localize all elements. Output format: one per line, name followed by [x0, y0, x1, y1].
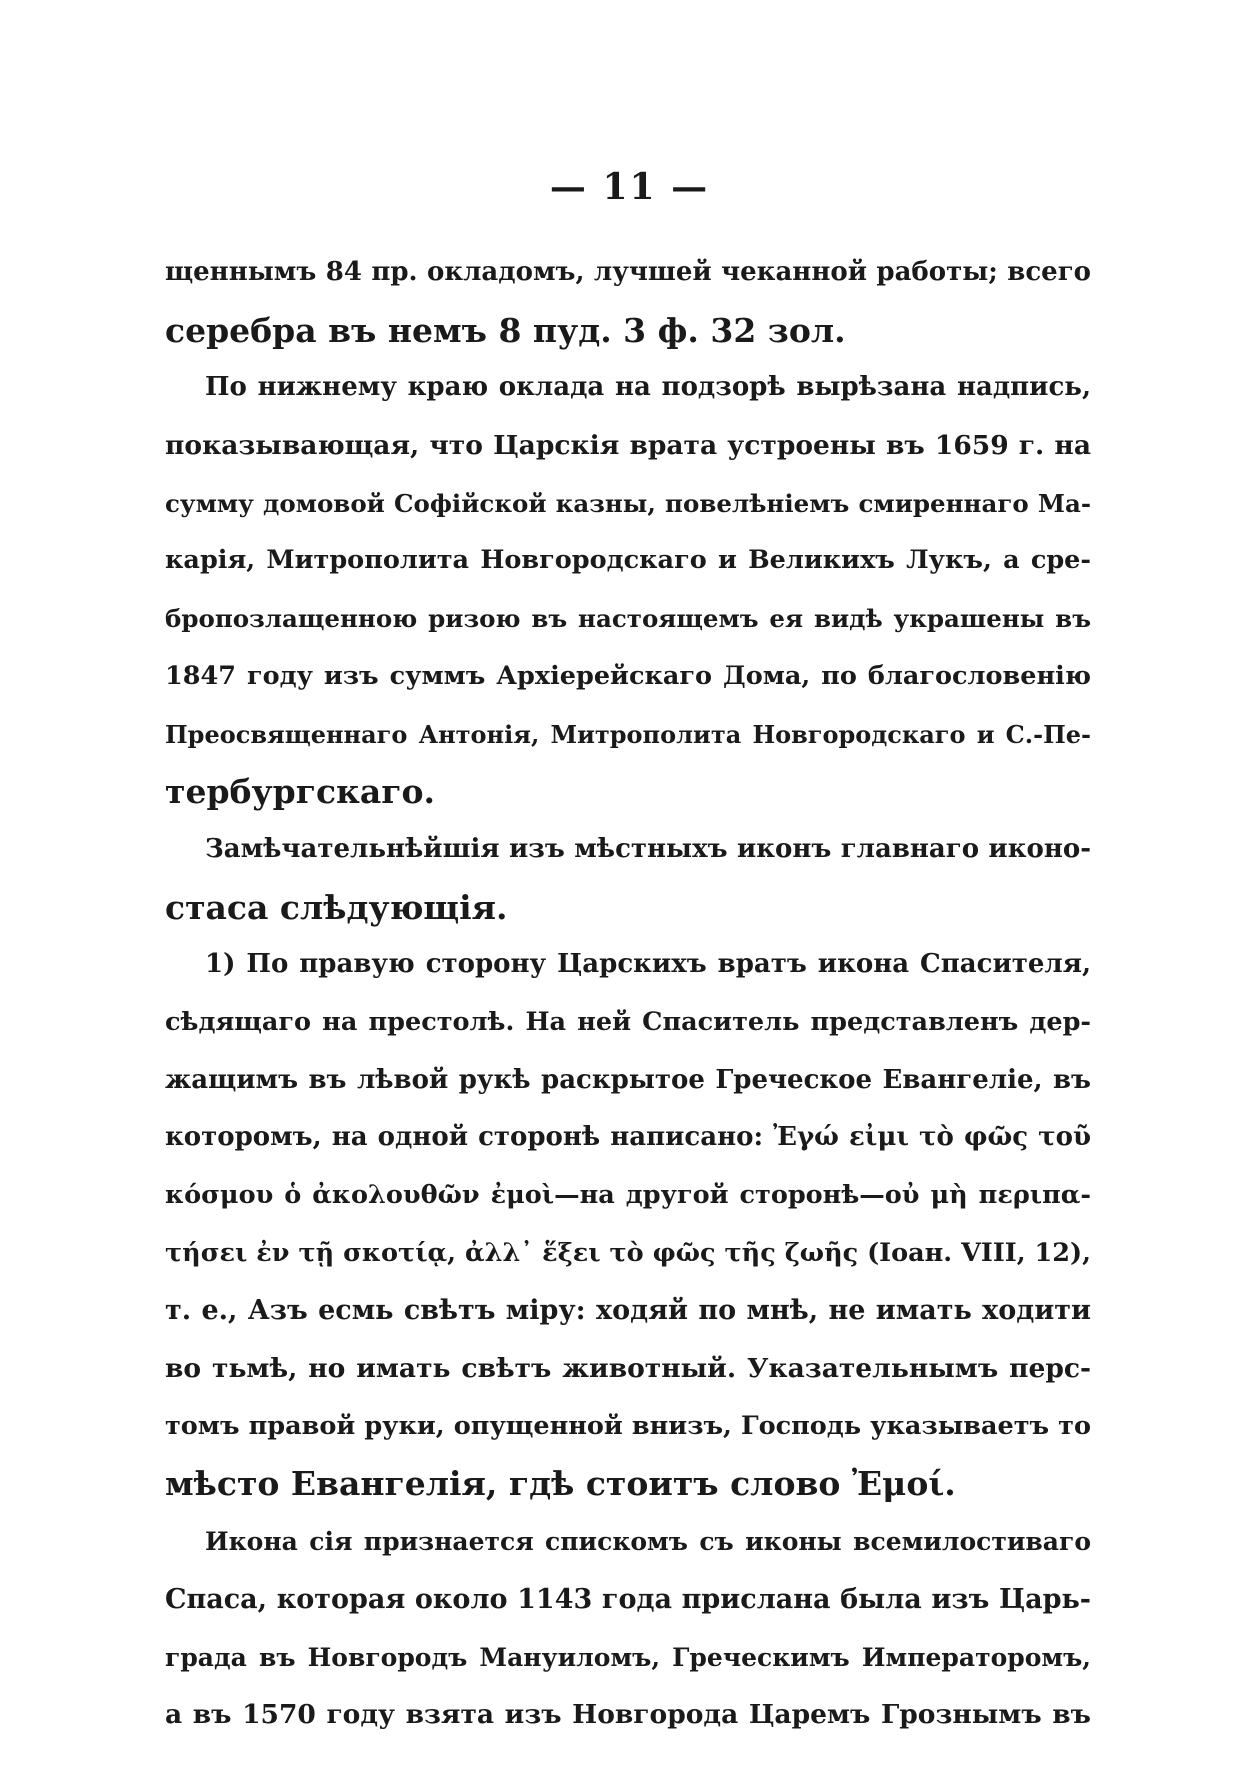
text-line: Замѣчательнѣйшія изъ мѣстныхъ иконъ главнаго иконо-	[205, 833, 1091, 864]
text-line: κόσμου ὁ ἀκολουθῶν ἐμοὶ—на другой сторонѣ—οὐ μὴ περιπα-	[165, 1180, 1091, 1210]
text-line: Преосвященнаго Антонія, Митрополита Новгородскаго и С.-Пе-	[165, 719, 1091, 749]
page-text	[165, 244, 1091, 1744]
text-line: а въ 1570 году взята изъ Новгорода Царемъ Грознымъ въ	[165, 1699, 1091, 1731]
text-line: сѣдящаго на престолѣ. На ней Спаситель представленъ дер-	[165, 1006, 1091, 1037]
text-line: показывающая, что Царскія врата устроены въ 1659 г. на	[165, 430, 1091, 462]
text-line: щеннымъ 84 пр. окладомъ, лучшей чеканной работы; всего	[165, 257, 1091, 287]
text-line: 1) По правую сторону Царскихъ вратъ икона Спасителя,	[205, 949, 1091, 980]
text-line: серебра въ немъ 8 пуд. 3 ф. 32 зол.	[165, 310, 846, 350]
text-line: бропозлащенною ризою въ настоящемъ ея видѣ украшены въ	[165, 604, 1091, 634]
text-line: жащимъ въ лѣвой рукѣ раскрытое Греческое Евангеліе, въ	[165, 1064, 1091, 1095]
text-line: во тьмѣ, но имать свѣтъ животный. Указательнымъ перс-	[165, 1353, 1091, 1385]
text-line: которомъ, на одной сторонѣ написано: Ἐγώ εἰμι τὸ φῶς τοῦ	[165, 1122, 1091, 1153]
text-line: града въ Новгородъ Мануиломъ, Греческимъ Императоромъ,	[165, 1642, 1091, 1672]
text-line: мѣсто Евангелія, гдѣ стоитъ слово Ἐμοί.	[165, 1464, 956, 1504]
text-line: Икона сія признается спискомъ съ иконы всемилостиваго	[205, 1527, 1091, 1557]
page-number: — 11 —	[549, 166, 710, 208]
text-line: томъ правой руки, опущенной внизъ, Господь указываетъ то	[165, 1410, 1091, 1441]
text-line: сумму домовой Софійской казны, повелѣніемъ смиреннаго Ма-	[165, 488, 1091, 518]
text-line: Спаса, которая около 1143 года прислана была изъ Царь-	[165, 1583, 1091, 1615]
text-line: т. е., Азъ есмь свѣтъ міру: ходяй по мнѣ, не имать ходити	[165, 1295, 1091, 1327]
text-line: 1847 году изъ суммъ Архіерейскаго Дома, по благословенію	[165, 660, 1091, 691]
text-line: стаса слѣдующія.	[165, 887, 508, 927]
text-line: тербургскаго.	[165, 772, 435, 812]
text-line: карія, Митрополита Новгородскаго и Великихъ Лукъ, а сре-	[165, 545, 1091, 576]
text-line: τήσει ἐν τῇ σκοτίᾳ, ἀλλ᾽ ἕξει τὸ φῶς τῆς ζωῆς (Іоан. VIII, 12),	[165, 1237, 1091, 1268]
text-line: По нижнему краю оклада на подзорѣ вырѣзана надпись,	[205, 372, 1091, 403]
